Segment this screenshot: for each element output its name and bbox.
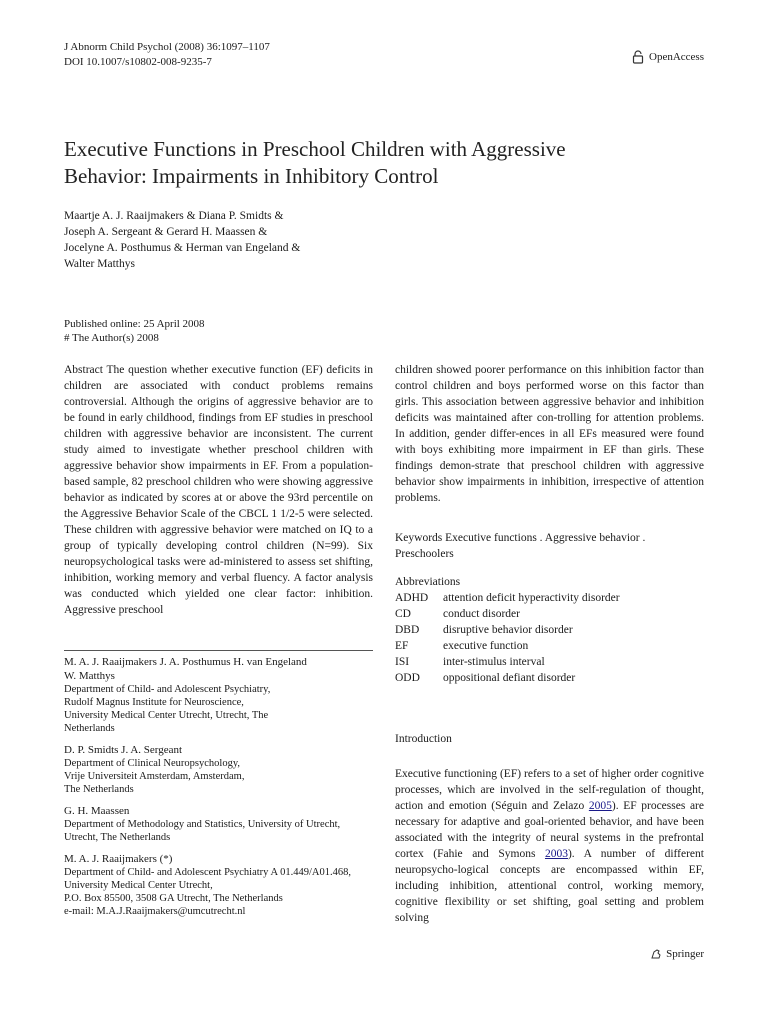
author-line: Joseph A. Sergeant & Gerard H. Maassen & [64,226,268,238]
abbreviation-row [395,622,704,638]
publication-info [64,317,205,345]
intro-text: Executive functioning (EF) refers to a set of higher order cognitive processes, which are involved in the self-regulation of thought, action and emotion (Séguin and Zelazo [395,768,704,812]
affiliation-line: Department of Clinical Neuropsychology, [64,758,241,769]
abbreviation-row [395,638,704,654]
affiliation-block [64,655,373,735]
open-access-badge [631,50,704,64]
doi-line[interactable]: DOI 10.1007/s10802-008-9235-7 [64,56,212,68]
abbreviation-value: inter-stimulus interval [443,656,545,668]
abbreviation-row [395,606,704,622]
abbreviation-value: attention deficit hyperactivity disorder [443,592,620,604]
title-line-2: Behavior: Impairments in Inhibitory Control [64,164,439,188]
affiliation-line: University Medical Center Utrecht, [64,880,213,891]
copyright-line: # The Author(s) 2008 [64,332,159,344]
abstract: Abstract The question whether executive function (EF) deficits in children are associated with conduct problems remains controversial. Although the origins of aggressive behavior are to be found in early childhood, findings from EF studies in preschool children with aggressive behavior are inconsistent. The current study aimed to investigate whether preschool children with aggressive behavior show impairments in EF. From a population-based sample, 82 preschool children who were showing aggressive behavior as indicated by scores at or above the 93rd percentile on the Aggressive Behavior Scale of the CBCL 1 1/2-5 were selected. These children with aggressive behavior were matched on IQ to a group of typically developing control children (N=99). Six neuropsychological tasks were ad-ministered to assess set shifting, inhibition, working memory and verbal fluency. A factor analysis was conducted which yielded one clear factor: inhibition. Aggressive preschool [64,364,373,616]
affiliation-line: Utrecht, The Netherlands [64,832,171,843]
affiliation-line: Netherlands [64,723,115,734]
publisher-logo [650,948,704,960]
abstract-continued: children showed poorer performance on this inhibition factor than control children and boys performed worse on this factor than girls. This association between aggressive behavior and inhibition deficits was maintained after con-trolling for attention problems. In addition, gender differ-ences in all EFs measured were found with boys exhibiting more impairment in EF than girls. These findings demon-strate that preschool children with aggressive behavior show impairments in inhibition, irrespective of attention problems. [395,364,704,504]
affiliation-block [64,743,373,796]
affiliation-line: Rudolf Magnus Institute for Neuroscience, [64,697,244,708]
author-email-link[interactable]: e-mail: M.A.J.Raaijmakers@umcutrecht.nl [64,906,246,917]
affiliation-line: Vrije Universiteit Amsterdam, Amsterdam, [64,771,245,782]
affiliation-line: Department of Child- and Adolescent Psychiatry A 01.449/A01.468, [64,867,351,878]
abbreviation-key: CD [395,608,411,620]
springer-horse-icon [650,948,662,960]
abbreviations [395,574,704,686]
abbreviation-key: ISI [395,656,410,668]
author-list [64,208,364,272]
abbreviation-row [395,590,704,606]
keywords-line: Preschoolers [395,548,454,560]
intro-text: ). EF processes are necessary for adaptive and goal-oriented behavior, and have been associated with the integrity of neural systems in the prefrontal cortex (Fahie and Symons [395,800,704,860]
introduction-heading: Introduction [395,733,452,745]
affiliation-block [64,852,373,918]
citation-header [64,40,270,70]
keywords-line: Keywords Executive functions . Aggressive behavior . [395,532,646,544]
abbreviation-value: oppositional defiant disorder [443,672,576,684]
affiliation-line: Department of Methodology and Statistics, University of Utrecht, [64,819,341,830]
published-date: Published online: 25 April 2008 [64,318,205,330]
open-access-lock-icon [631,50,645,64]
author-line: Jocelyne A. Posthumus & Herman van Engeland & [64,242,301,254]
abbreviations-heading: Abbreviations [395,576,461,588]
title-line-1: Executive Functions in Preschool Children with Aggressive [64,137,566,161]
open-access-label: OpenAccess [649,51,704,63]
publisher-name: Springer [666,948,704,960]
affiliation-names: M. A. J. Raaijmakers J. A. Posthumus H. van Engeland [64,656,307,668]
affiliations [64,655,373,926]
abbreviation-key: ODD [395,672,420,684]
affiliation-names: G. H. Maassen [64,805,130,817]
abbreviation-row [395,670,704,686]
footnote-divider [64,650,373,651]
affiliation-names: M. A. J. Raaijmakers (*) [64,853,173,865]
affiliation-line: The Netherlands [64,784,134,795]
introduction-text [395,766,704,926]
affiliation-names: D. P. Smidts J. A. Sergeant [64,744,183,756]
citation-link[interactable]: 2005 [588,800,612,812]
article-title [64,136,664,190]
affiliation-line: University Medical Center Utrecht, Utrecht, The [64,710,269,721]
abbreviation-value: conduct disorder [443,608,520,620]
abbreviation-key: DBD [395,624,420,636]
affiliation-block [64,804,373,844]
abbreviation-value: disruptive behavior disorder [443,624,573,636]
author-line: Walter Matthys [64,258,135,270]
affiliation-names: W. Matthys [64,670,115,682]
citation-link[interactable]: 2003 [544,848,568,860]
abbreviation-row [395,654,704,670]
intro-text: ). A number of different neuropsycho-logical concepts are encompassed within EF, including inhibition, attentional control, working memory, cognitive flexibility or set shifting, goal setting and problem solving [395,848,704,924]
abbreviation-value: executive function [443,640,529,652]
abbreviation-key: ADHD [395,592,429,604]
keywords [395,530,704,562]
affiliation-line: Department of Child- and Adolescent Psychiatry, [64,684,271,695]
journal-citation: J Abnorm Child Psychol (2008) 36:1097–1107 [64,41,270,53]
abbreviation-key: EF [395,640,409,652]
affiliation-line: P.O. Box 85500, 3508 GA Utrecht, The Netherlands [64,893,283,904]
author-line: Maartje A. J. Raaijmakers & Diana P. Smidts & [64,210,284,222]
